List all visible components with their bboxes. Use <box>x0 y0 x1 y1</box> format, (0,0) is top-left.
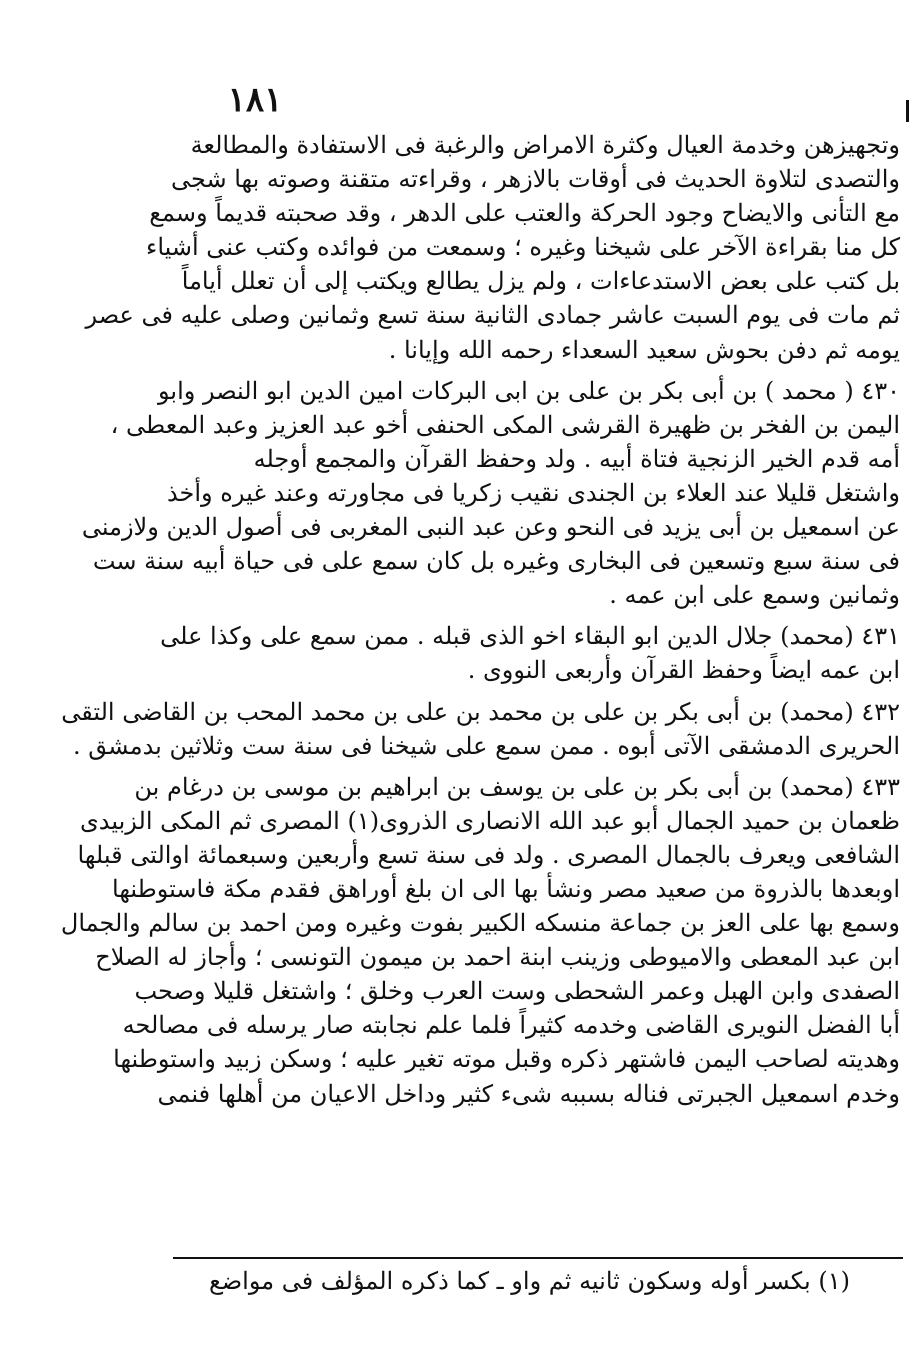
text-line: ٤٣١ (محمد) جلال الدين ابو البقاء اخو الذى قبله . ممن سمع على وكذا على <box>160 622 900 651</box>
text-line: واشتغل قليلا عند العلاء بن الجندى نقيب زكريا فى مجاورته وعند غيره وأخذ <box>166 478 900 507</box>
text-line: وثمانين وسمع على ابن عمه . <box>609 581 900 610</box>
text-line: ظعمان بن حميد الجمال أبو عبد الله الانصارى الذروى(١) المصرى ثم المكى الزبيدى <box>79 806 900 835</box>
paragraph-gap <box>178 763 900 770</box>
page-number: ١٨١ <box>227 80 283 120</box>
margin-mark <box>906 100 909 122</box>
text-line: ٤٣٣ (محمد) بن أبى بكر بن على بن يوسف بن ابراهيم بن موسى بن درغام بن <box>134 772 900 801</box>
text-line: أمه قدم الخير الزنجية فتاة أبيه . ولد وحفظ القرآن والمجمع أوجله <box>253 444 900 473</box>
text-line: ابن عمه ايضاً وحفظ القرآن وأربعى النووى . <box>467 656 900 685</box>
text-line: أبا الفضل النويرى القاضى وخدمه كثيراً فلما علم نجابته صار يرسله فى مصالحه <box>122 1011 900 1040</box>
footnote: (١) بكسر أوله وسكون ثانيه ثم واو ـ كما ذكره المؤلف فى مواضع <box>209 1267 850 1295</box>
paragraph <box>60 770 900 1111</box>
text-line: فى سنة سبع وتسعين فى البخارى وغيره بل كان سمع على فى حياة أبيه سنة ست <box>92 547 900 576</box>
text-line: وتجهيزهن وخدمة العيال وكثرة الامراض والرغبة فى الاستفادة والمطالعة <box>190 131 900 159</box>
text-line: وسمع بها على العز بن جماعة منسكه الكبير بفوت وغيره ومن احمد بن سالم والجمال <box>60 909 900 938</box>
text-line: والتصدى لتلاوة الحديث فى أوقات بالازهر ، وقراءته متقنة وصوته بها شجى <box>170 165 900 194</box>
text-line: ثم مات فى يوم السبت عاشر جمادى الثانية سنة تسع وثمانين وصلى عليه فى عصر <box>85 301 900 330</box>
text-line: الصفدى وابن الهبل وعمر الشحطى وست العرب وخلق ؛ واشتغل قليلا وصحب <box>134 977 900 1006</box>
text-line: اليمن بن الفخر بن ظهيرة القرشى المكى الحنفى أخو عبد العزيز وعبد المعطى ، <box>110 410 900 439</box>
paragraph-gap <box>178 367 900 374</box>
text-line: ٤٣٢ (محمد) بن أبى بكر بن على بن محمد بن على بن محمد المحب بن القاضى التقى <box>61 697 900 726</box>
text-line: الشافعى ويعرف بالجمال المصرى . ولد فى سنة تسع وأربعين وسبعمائة اوالتى قبلها <box>77 840 900 869</box>
text-line: عن اسمعيل بن أبى يزيد فى النحو وعن عبد النبى المغربى فى أصول الدين ولازمنى <box>81 513 900 542</box>
text-line: كل منا بقراءة الآخر على شيخنا وغيره ؛ وسمعت من فوائده وكتب عنى أشياء <box>146 233 900 262</box>
text-line: يومه ثم دفن بحوش سعيد السعداء رحمه الله وإيانا . <box>388 335 900 364</box>
text-line: الحريرى الدمشقى الآتى أبوه . ممن سمع على شيخنا فى سنة ست وثلاثين بدمشق . <box>73 731 900 760</box>
paragraph <box>61 695 900 763</box>
text-line: بل كتب على بعض الاستدعاءات ، ولم يزل يطالع ويكتب إلى أن تعلل أياماً <box>181 267 900 296</box>
text-line: وخدم اسمعيل الجبرتى فناله بسببه شىء كثير وداخل الاعيان من أهلها فنمى <box>157 1079 900 1108</box>
paragraph-gap <box>178 612 900 619</box>
text-line: اوبعدها بالذروة من صعيد مصر ونشأ بها الى ان بلغ أوراهق فقدم مكة فاستوطنها <box>112 874 900 903</box>
body-text <box>60 128 900 1111</box>
paragraph <box>81 374 900 613</box>
text-line: ٤٣٠ ( محمد ) بن أبى بكر بن على بن ابى البركات امين الدين ابو النصر وابو <box>158 376 900 405</box>
paragraph <box>85 128 900 367</box>
text-line: وهديته لصاحب اليمن فاشتهر ذكره وقبل موته تغير عليه ؛ وسكن زبيد واستوطنها <box>113 1045 900 1074</box>
footnote-separator <box>173 1257 903 1259</box>
text-line: مع التأنى والايضاح وجود الحركة والعتب على الدهر ، وقد صحبته قديماً وسمع <box>149 199 900 228</box>
paragraph-gap <box>178 688 900 695</box>
paragraph <box>160 619 900 687</box>
text-line: ابن عبد المعطى والاميوطى وزينب ابنة احمد بن ميمون التونسى ؛ وأجاز له الصلاح <box>95 943 900 972</box>
